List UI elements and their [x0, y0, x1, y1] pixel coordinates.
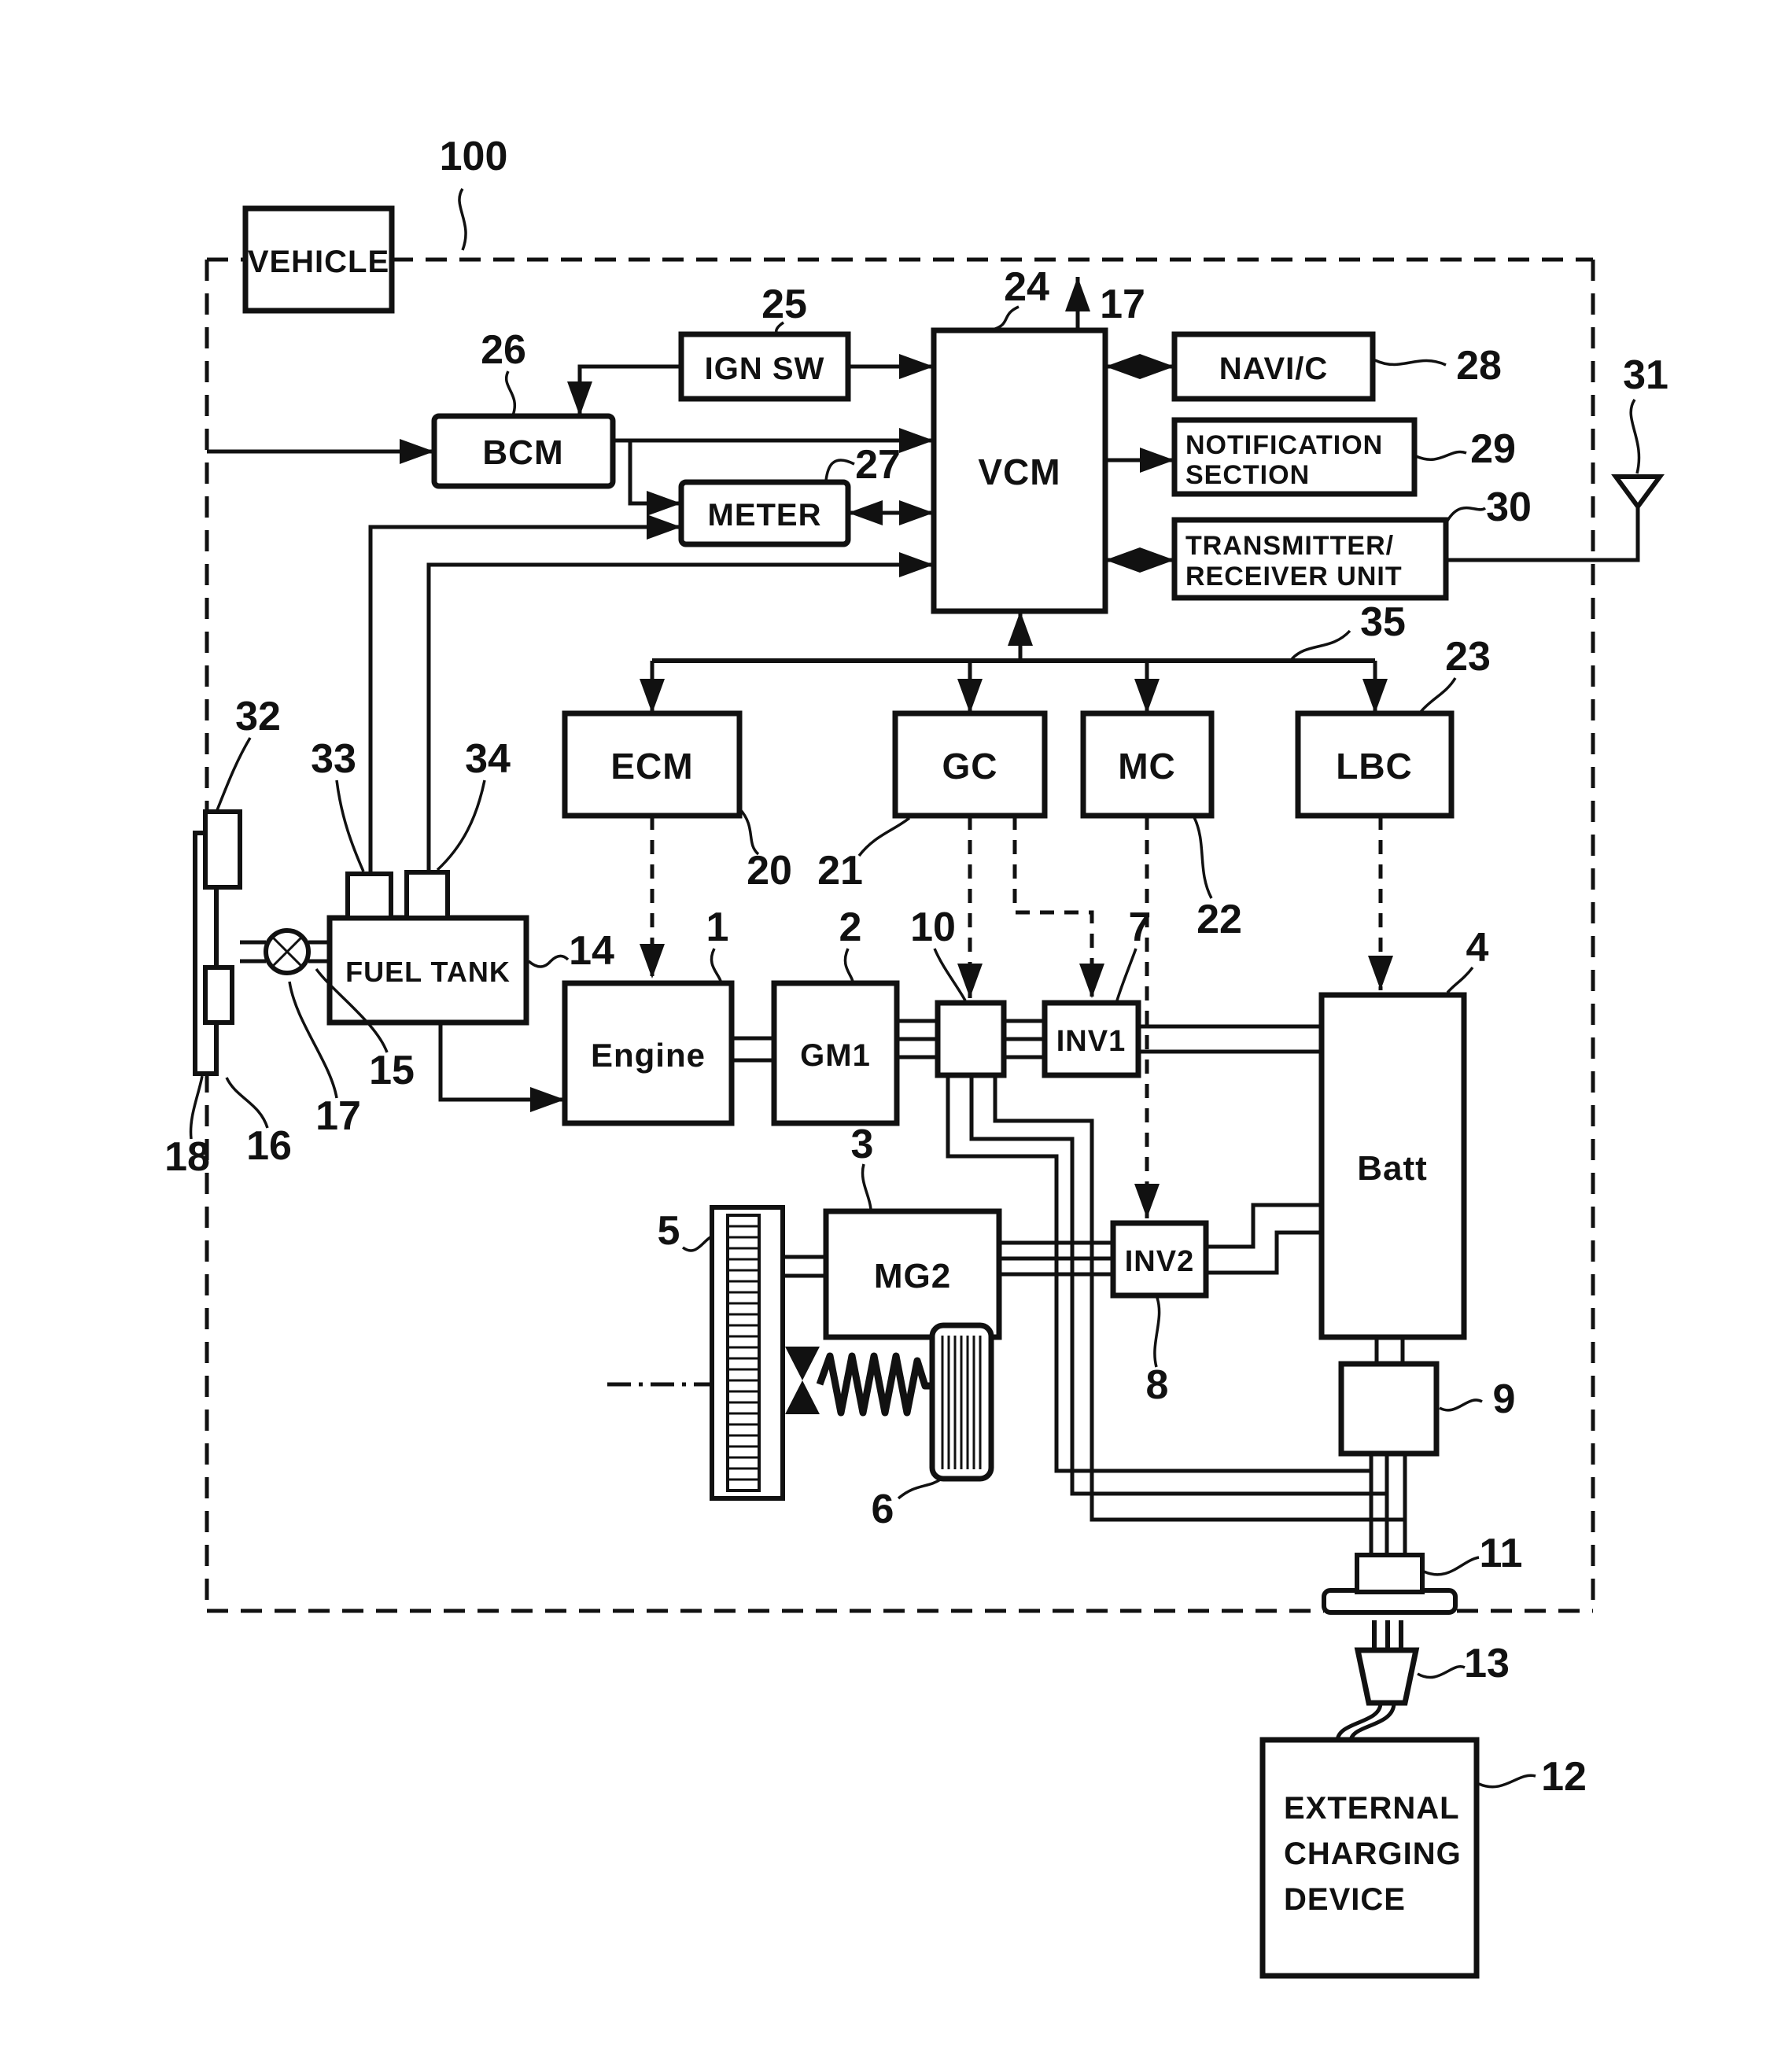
- gc-label: GC: [942, 746, 998, 787]
- trx-to-antenna-line: [1446, 507, 1638, 560]
- external-charger-label-line2: CHARGING: [1284, 1837, 1462, 1871]
- battery-label: Batt: [1357, 1149, 1428, 1188]
- ref-12-leader: [1479, 1775, 1536, 1787]
- mg2-box: [826, 1211, 999, 1337]
- ref-16-leader: [227, 1078, 267, 1128]
- charge-relay-box: [1341, 1364, 1436, 1454]
- ref-9: 9: [1492, 1376, 1516, 1422]
- navi-box: [1174, 334, 1373, 399]
- gc-box: [895, 713, 1045, 816]
- ref-20: 20: [747, 848, 792, 894]
- ref-34-leader: [437, 780, 485, 870]
- ecm-box: [565, 713, 739, 816]
- transmitter-label-line2: RECEIVER UNIT: [1185, 562, 1403, 591]
- mg2-label: MG2: [873, 1257, 952, 1295]
- external-charger-label-line1: EXTERNAL: [1284, 1791, 1460, 1826]
- ref-32: 32: [235, 694, 281, 739]
- ref-30-leader: [1447, 508, 1485, 521]
- inv2-box: [1113, 1223, 1206, 1295]
- fuel-tank-box: [330, 918, 526, 1023]
- mc-box: [1083, 713, 1211, 816]
- batt-to-box9-lines: [1377, 1337, 1403, 1364]
- junction-inv1-cables: [1004, 1021, 1045, 1057]
- ref-22: 22: [1197, 897, 1242, 942]
- ref-31: 31: [1623, 352, 1668, 398]
- ref-34: 34: [465, 736, 511, 782]
- coupling-bowtie-top: [785, 1347, 820, 1380]
- lbc-label: LBC: [1336, 746, 1413, 787]
- vehicle-label-box: [245, 208, 392, 311]
- ref-32-leader: [217, 738, 250, 810]
- ign-sw-label: IGN SW: [704, 352, 825, 386]
- ref-23-leader: [1421, 678, 1455, 712]
- gm1-box: [774, 983, 897, 1123]
- ref-25: 25: [761, 282, 807, 327]
- meter-box: [681, 482, 848, 544]
- bcm-box: [434, 416, 613, 486]
- inv2-batt-line-1: [1206, 1205, 1322, 1247]
- ref-2: 2: [839, 905, 862, 950]
- notification-label-line1: NOTIFICATION: [1185, 430, 1384, 460]
- inv2-label: INV2: [1124, 1245, 1195, 1278]
- tank-port-34-rect: [407, 872, 448, 918]
- ref-18: 18: [164, 1134, 210, 1180]
- ref-5-leader: [683, 1237, 710, 1251]
- inv1-box: [1045, 1003, 1138, 1075]
- charge-relay-rect: [1341, 1364, 1436, 1454]
- gear-mg2-shaft: [783, 1257, 826, 1276]
- ref-33-leader: [337, 780, 363, 872]
- lbc-box: [1298, 713, 1451, 816]
- ref-4: 4: [1466, 925, 1489, 971]
- ref-12: 12: [1541, 1754, 1587, 1800]
- ref-8: 8: [1145, 1362, 1169, 1408]
- sensor33-to-meter-line: [371, 527, 681, 874]
- plug-body-icon: [1358, 1650, 1416, 1703]
- power-junction-box: [938, 1003, 1004, 1075]
- mc-label: MC: [1118, 746, 1176, 787]
- ref-21: 21: [817, 848, 863, 894]
- clutch-pad-stripes: [942, 1336, 980, 1469]
- ignsw-to-bcm-line: [580, 367, 681, 416]
- ref-10: 10: [910, 905, 956, 950]
- charge-inlet-connector: [1357, 1555, 1422, 1592]
- ref-16: 16: [246, 1123, 292, 1169]
- navi-label: NAVI/C: [1219, 352, 1329, 386]
- notification-label-line2: SECTION: [1185, 460, 1311, 490]
- ref-14-leader: [529, 956, 568, 967]
- ref-22-leader: [1194, 817, 1211, 898]
- ref-13: 13: [1464, 1641, 1510, 1686]
- ref-5: 5: [657, 1208, 680, 1254]
- ref-2-leader: [845, 949, 853, 982]
- ref-21-leader: [859, 818, 909, 856]
- ign-sw-box: [681, 334, 848, 399]
- engine-gm1-shaft: [732, 1038, 774, 1060]
- ref-26-leader: [507, 371, 515, 415]
- ref-29: 29: [1470, 426, 1516, 472]
- ref-8-leader: [1155, 1298, 1160, 1367]
- ref-13-leader: [1418, 1667, 1465, 1678]
- ref-28-leader: [1375, 360, 1446, 365]
- ref-14: 14: [569, 928, 614, 974]
- ref-11: 11: [1479, 1531, 1523, 1576]
- ref-18-leader: [191, 1076, 202, 1139]
- ref-100-leader: [459, 189, 466, 250]
- tank-port-33-rect: [348, 874, 391, 918]
- box9-to-connector-lines: [1371, 1454, 1405, 1555]
- ref-7-leader: [1117, 949, 1136, 1000]
- ref-7: 7: [1128, 905, 1152, 950]
- fueltank-to-engine-line: [441, 1023, 565, 1100]
- antenna-triangle: [1616, 477, 1660, 507]
- fuel-tank-label: FUEL TANK: [345, 956, 511, 988]
- filler-bracket-rect: [205, 967, 232, 1023]
- damper-spring-icon: [820, 1356, 932, 1413]
- power-junction-rect: [938, 1003, 1004, 1075]
- notification-box: [1174, 420, 1414, 494]
- ref-35: 35: [1360, 599, 1406, 645]
- ref-10-leader: [935, 949, 965, 1000]
- meter-label: METER: [707, 498, 822, 532]
- engine-label: Engine: [590, 1037, 706, 1074]
- ref-28: 28: [1456, 343, 1502, 389]
- ref-24-leader: [993, 307, 1019, 330]
- gc-to-inv1-dashed: [1015, 816, 1092, 998]
- ref-30: 30: [1486, 485, 1532, 530]
- ecm-label: ECM: [610, 746, 694, 787]
- engine-box: [565, 983, 732, 1123]
- gm1-junction-cables: [897, 1021, 938, 1057]
- ref-24: 24: [1004, 264, 1049, 310]
- ref-31-leader: [1631, 400, 1639, 474]
- ref-23: 23: [1445, 634, 1491, 680]
- ref-4-leader: [1447, 967, 1473, 993]
- external-charger-label-line3: DEVICE: [1284, 1882, 1406, 1917]
- battery-box: [1322, 995, 1464, 1337]
- ref-9-leader: [1440, 1400, 1482, 1410]
- ref-3: 3: [850, 1122, 874, 1167]
- ref-35-leader: [1292, 631, 1350, 659]
- ref-26: 26: [481, 327, 526, 373]
- vcm-label: VCM: [978, 451, 1061, 492]
- bcm-label: BCM: [482, 433, 564, 472]
- transmitter-label-line1: TRANSMITTER/: [1185, 531, 1395, 561]
- ref-17-fuel: 17: [315, 1093, 361, 1139]
- inv1-batt-cables: [1138, 1026, 1322, 1052]
- ref-27: 27: [855, 442, 901, 488]
- external-charger-box: [1263, 1740, 1477, 1976]
- inv1-label: INV1: [1056, 1025, 1126, 1058]
- ref-15: 15: [369, 1048, 415, 1093]
- ref-29-leader: [1416, 451, 1466, 459]
- ref-11-leader: [1424, 1557, 1479, 1575]
- ref-6: 6: [871, 1487, 894, 1532]
- antenna-icon: [1616, 477, 1660, 507]
- ref-100: 100: [439, 134, 508, 179]
- gm1-label: GM1: [800, 1038, 871, 1073]
- transmitter-receiver-box: [1174, 520, 1446, 598]
- ref-1: 1: [706, 905, 729, 950]
- ref-3-leader: [863, 1164, 871, 1210]
- ref-27-leader: [826, 460, 854, 481]
- ref-1-leader: [711, 949, 721, 981]
- ref-6-leader: [898, 1479, 942, 1498]
- vcm-box: [934, 330, 1105, 611]
- charging-plug: [1337, 1620, 1416, 1741]
- gear-belt-rect: [728, 1215, 759, 1491]
- ref-17-top: 17: [1100, 282, 1145, 327]
- filler-neck-rect: [205, 812, 240, 887]
- coupling-bowtie-bottom: [785, 1380, 820, 1414]
- plug-prongs-icon: [1374, 1620, 1401, 1650]
- charge-inlet: [1324, 1555, 1455, 1612]
- inv2-batt-line-2: [1206, 1233, 1322, 1273]
- vehicle-box-label: VEHICLE: [247, 245, 390, 279]
- bcm-to-meter-line: [630, 440, 681, 503]
- ref-33: 33: [311, 736, 356, 782]
